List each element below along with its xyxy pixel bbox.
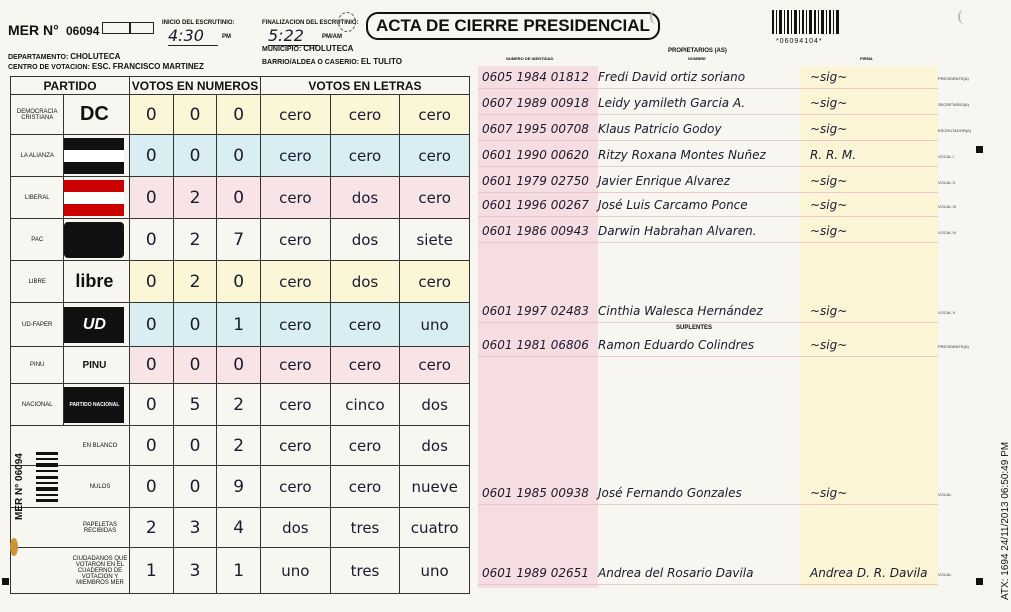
punch-hole-icon-2 [958,10,970,24]
vote-number: 1 [217,548,261,594]
vote-word: dos [261,508,331,548]
member-id: 0605 1984 01812 [482,70,589,84]
identidad-header: NUMERO DE IDENTIDAD [506,56,554,61]
vote-number: 3 [173,548,217,594]
vote-word: cero [261,261,331,303]
inicio-label: INICIO DEL ESCRUTINIO: [162,20,235,26]
vote-word: uno [400,303,470,347]
member-signature: ~sig~ [810,174,848,188]
party-name: CIUDADANOS QUE VOTARON EN EL CUADERNO DE VOTACION Y MIEMBROS MER [11,548,130,594]
row-divider [478,356,938,357]
side-barcode-label: MER N° 06094 [14,453,25,520]
barcode-number: *06094104* [776,38,823,45]
vote-word: uno [400,548,470,594]
member-signature: ~sig~ [810,96,848,110]
party-name: UD-FAPER [11,303,64,347]
vote-number: 4 [217,508,261,548]
vote-word: nueve [400,466,470,508]
row-divider [478,88,938,89]
party-name: DEMOCRACIA CRISTIANA [11,95,64,135]
page-title: ACTA DE CIERRE PRESIDENCIAL [366,12,660,40]
member-signature: ~sig~ [810,224,848,238]
suplentes-header: SUPLENTES [676,325,713,331]
party-name: LIBRE [11,261,64,303]
vote-word: cero [330,426,400,466]
vote-number: 0 [217,347,261,384]
municipio-label: MUNICIPIO: CHOLUTECA [262,44,354,53]
row-divider [478,216,938,217]
member-role: ESCRUTADOR(A) [938,128,972,133]
member-id: 0601 1981 06806 [482,338,589,352]
party-logo [64,135,130,177]
corner-marker [976,146,983,153]
ballot-box-icon-2 [130,22,154,34]
vote-number: 0 [130,177,174,219]
member-id: 0601 1989 02651 [482,566,589,580]
member-role: VOCAL IV [938,230,957,235]
vote-number: 0 [217,95,261,135]
party-row [11,426,470,466]
row-divider [478,504,938,505]
stain-mark [10,538,18,556]
nombre-header: NOMBRE [688,56,706,61]
row-divider [478,242,938,243]
member-name: José Luis Carcamo Ponce [598,198,748,212]
vote-number: 0 [130,466,174,508]
vote-word: cero [261,219,331,261]
vote-word: cero [261,135,331,177]
inicio-value: 4:30 [168,26,218,46]
vote-word: cero [261,426,331,466]
row-divider [478,114,938,115]
vote-number: 7 [217,219,261,261]
vote-word: cero [400,261,470,303]
firma-column [800,66,938,588]
party-row [11,466,470,508]
mer-label: MER N° [8,22,59,38]
vote-word: cero [330,466,400,508]
vote-number: 0 [130,135,174,177]
vote-word: dos [330,219,400,261]
vote-word: cero [330,95,400,135]
vote-number: 0 [130,347,174,384]
party-logo [64,261,130,303]
header-votos-numeros: VOTOS EN NUMEROS [130,77,261,95]
vote-number: 2 [173,261,217,303]
seal-icon [338,12,356,32]
vote-word: cero [400,347,470,384]
row-divider [478,140,938,141]
vote-word: tres [330,508,400,548]
member-name: Klaus Patricio Godoy [598,122,722,136]
party-logo-box: PARTIDO NACIONAL [64,387,124,423]
member-id: 0607 1989 00918 [482,96,589,110]
member-id: 0601 1990 00620 [482,148,589,162]
vote-word: cero [261,466,331,508]
party-logo-box: PINU [82,359,107,371]
vote-number: 1 [130,548,174,594]
identidad-column [478,66,598,588]
vote-number: 0 [130,303,174,347]
member-role: VOCAL [938,572,952,577]
party-logo-box [64,222,124,258]
member-role: SECRETARIO(A) [938,102,970,107]
party-name: PINU [11,347,64,384]
vote-number: 0 [217,261,261,303]
header-votos-letras: VOTOS EN LETRAS [261,77,470,95]
member-role: PRESIDENTE(A) [938,76,969,81]
footer-stamp: ATX: 1694 24/11/2013 06:50:49 PM [1000,441,1011,600]
member-name: Ramon Eduardo Colindres [598,338,755,352]
vote-word: cero [261,347,331,384]
vote-number: 1 [217,303,261,347]
member-role: VOCAL [938,492,952,497]
member-role: VOCAL III [938,204,956,209]
party-logo-box: UD [64,307,124,343]
side-barcode-icon [36,452,58,572]
vote-number: 0 [217,177,261,219]
vote-number: 0 [173,466,217,508]
member-signature: ~sig~ [810,198,848,212]
party-row [11,177,470,219]
vote-number: 3 [173,508,217,548]
vote-word: dos [400,384,470,426]
party-name: PAC [11,219,64,261]
vote-word: cero [261,177,331,219]
vote-number: 0 [173,426,217,466]
row-divider [478,322,938,323]
member-signature: ~sig~ [810,70,848,84]
member-role: VOCAL V [938,310,956,315]
vote-number: 0 [173,303,217,347]
propietarios-header: PROPIETARIOS (AS) [668,48,727,54]
vote-number: 0 [173,347,217,384]
member-signature: R. R. M. [810,148,857,162]
mer-number: 06094 [66,24,100,38]
final-value: 5:22 [268,26,318,46]
vote-number: 0 [173,95,217,135]
member-name: Leidy yamileth Garcia A. [598,96,746,110]
row-divider [478,584,938,585]
row-divider [478,192,938,193]
party-row [11,548,470,594]
ballot-box-icon [102,22,130,34]
member-signature: ~sig~ [810,304,848,318]
vote-word: cero [400,95,470,135]
vote-word: dos [330,177,400,219]
centro-label: CENTRO DE VOTACION: ESC. FRANCISCO MARTINEZ [8,62,204,71]
vote-word: uno [261,548,331,594]
punch-hole-icon [650,10,662,24]
party-logo [64,95,130,135]
party-name: LIBERAL [11,177,64,219]
member-name: Andrea del Rosario Davila [598,566,754,580]
vote-word: cuatro [400,508,470,548]
vote-word: siete [400,219,470,261]
vote-word: dos [330,261,400,303]
vote-number: 9 [217,466,261,508]
final-label: FINALIZACION DEL ESCRUTINIO: [262,20,359,26]
member-id: 0607 1995 00708 [482,122,589,136]
vote-word: cero [400,177,470,219]
party-logo [64,384,130,426]
vote-word: cero [261,95,331,135]
vote-word: cero [330,303,400,347]
member-name: Javier Enrique Alvarez [598,174,730,188]
vote-number: 2 [173,219,217,261]
member-id: 0601 1979 02750 [482,174,589,188]
vote-word: cero [261,384,331,426]
party-row [11,303,470,347]
party-row [11,384,470,426]
party-logo [64,347,130,384]
party-row [11,135,470,177]
corner-marker [2,578,9,585]
vote-word: dos [400,426,470,466]
corner-marker [976,578,983,585]
member-name: Ritzy Roxana Montes Nuñez [598,148,766,162]
barcode-icon [772,10,842,36]
party-logo [64,219,130,261]
party-name: PAPELETAS RECIBIDAS [11,508,130,548]
member-signature: ~sig~ [810,338,848,352]
member-id: 0601 1986 00943 [482,224,589,238]
party-row [11,261,470,303]
barrio-label: BARRIO/ALDEA O CASERIO: EL TULITO [262,57,402,66]
member-name: Cinthia Walesca Hernández [598,304,763,318]
party-row [11,508,470,548]
member-id: 0601 1985 00938 [482,486,589,500]
firma-header: FIRMA [860,56,873,61]
member-name: José Fernando Gonzales [598,486,742,500]
party-row [11,95,470,135]
party-logo-box [64,180,124,216]
vote-word: cero [261,303,331,347]
party-name: NULOS [11,466,130,508]
header-partido: PARTIDO [11,77,130,95]
vote-number: 0 [173,135,217,177]
votes-table [10,76,470,594]
party-name: LA ALIANZA [11,135,64,177]
vote-word: tres [330,548,400,594]
inicio-suffix: PM [222,34,231,40]
vote-number: 0 [130,95,174,135]
party-logo [64,177,130,219]
vote-word: cero [330,135,400,177]
vote-number: 0 [130,261,174,303]
member-role: PRESIDENTE(A) [938,344,969,349]
party-row [11,219,470,261]
party-logo-box: libre [75,271,114,291]
member-role: VOCAL I [938,154,954,159]
party-name: EN BLANCO [11,426,130,466]
party-logo [64,303,130,347]
vote-number: 2 [173,177,217,219]
member-signature: Andrea D. R. Davila [810,566,928,580]
vote-word: cinco [330,384,400,426]
row-divider [478,166,938,167]
vote-number: 0 [130,384,174,426]
departamento-label: DEPARTAMENTO: CHOLUTECA [8,52,121,61]
party-row [11,347,470,384]
party-logo-box: DC [79,103,109,125]
member-name: Fredi David ortiz soriano [598,70,746,84]
vote-number: 0 [130,426,174,466]
vote-word: cero [330,347,400,384]
member-id: 0601 1996 00267 [482,198,589,212]
party-logo-box [64,138,124,174]
party-name: NACIONAL [11,384,64,426]
vote-number: 5 [173,384,217,426]
vote-number: 2 [217,384,261,426]
vote-word: cero [400,135,470,177]
vote-number: 0 [130,219,174,261]
member-signature: ~sig~ [810,122,848,136]
member-id: 0601 1997 02483 [482,304,589,318]
vote-number: 0 [217,135,261,177]
member-name: Darwin Habrahan Alvaren. [598,224,757,238]
vote-number: 2 [217,426,261,466]
final-suffix: PM/AM [322,34,342,40]
member-role: VOCAL II [938,180,955,185]
vote-number: 2 [130,508,174,548]
member-signature: ~sig~ [810,486,848,500]
